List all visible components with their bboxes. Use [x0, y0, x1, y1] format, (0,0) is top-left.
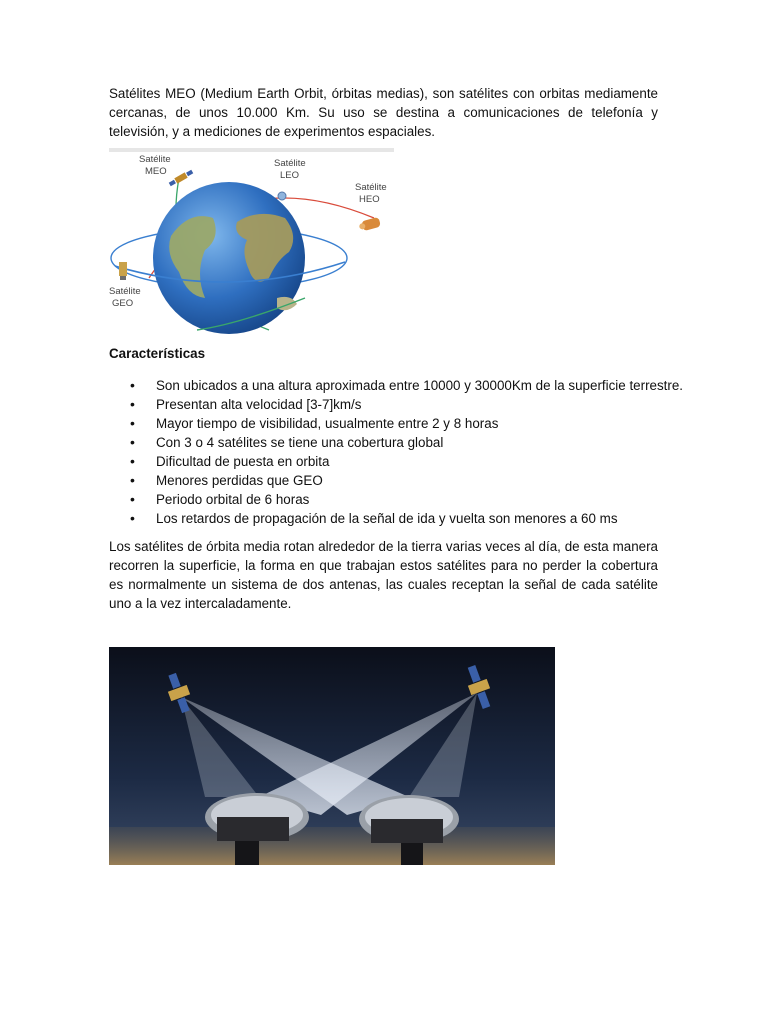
heo-satellite [358, 217, 381, 232]
meo-satellite [168, 169, 194, 187]
leo-label-2: LEO [280, 170, 300, 181]
heo-label-1: Satélite [355, 182, 387, 193]
leo-label-1: Satélite [274, 158, 306, 169]
characteristics-heading: Características [109, 346, 206, 361]
list-item: • Con 3 o 4 satélites se tiene una cobertura global [109, 433, 669, 452]
orbits-figure [109, 148, 394, 338]
city-lights [109, 827, 555, 865]
geo-label-2: GEO [112, 298, 134, 309]
intro-paragraph: Satélites MEO (Medium Earth Orbit, órbitas medias), son satélites con orbitas mediamente cercanas, de unos 10.000 Km. Su uso se destina a comunicaciones de telefonía y televisión, y a mediciones de experimentos espaciales. [109, 86, 658, 139]
list-item: • Presentan alta velocidad [3-7]km/s [109, 395, 669, 414]
meo-label-2: MEO [145, 166, 167, 177]
australia-landmass [277, 297, 297, 310]
list-item: • Son ubicados a una altura aproximada entre 10000 y 30000Km de la superficie terrestre. [109, 376, 669, 395]
list-item: • Los retardos de propagación de la señal de ida y vuelta son menores a 60 ms [109, 509, 669, 528]
list-item: • Periodo orbital de 6 horas [109, 490, 669, 509]
list-item: • Mayor tiempo de visibilidad, usualmente entre 2 y 8 horas [109, 414, 669, 433]
list-item: • Menores perdidas que GEO [109, 471, 669, 490]
meo-label-1: Satélite [139, 154, 171, 165]
characteristics-list [109, 376, 684, 528]
leo-satellite [278, 192, 286, 200]
heo-label-2: HEO [359, 194, 380, 205]
geo-satellite [119, 262, 127, 280]
figure-top-border [109, 148, 394, 152]
orbit-description-paragraph: Los satélites de órbita media rotan alrededor de la tierra varias veces al día, de esta manera recorren la superficie, la forma en que trabajan estos satélites para no perder la cobertura es normalmente un sistema de dos antenas, las cuales receptan la señal de cada satélite uno a la vez intercaladamente. [109, 539, 658, 611]
antennas-figure [109, 647, 555, 865]
list-item: • Dificultad de puesta en orbita [109, 452, 669, 471]
geo-label-1: Satélite [109, 286, 141, 297]
